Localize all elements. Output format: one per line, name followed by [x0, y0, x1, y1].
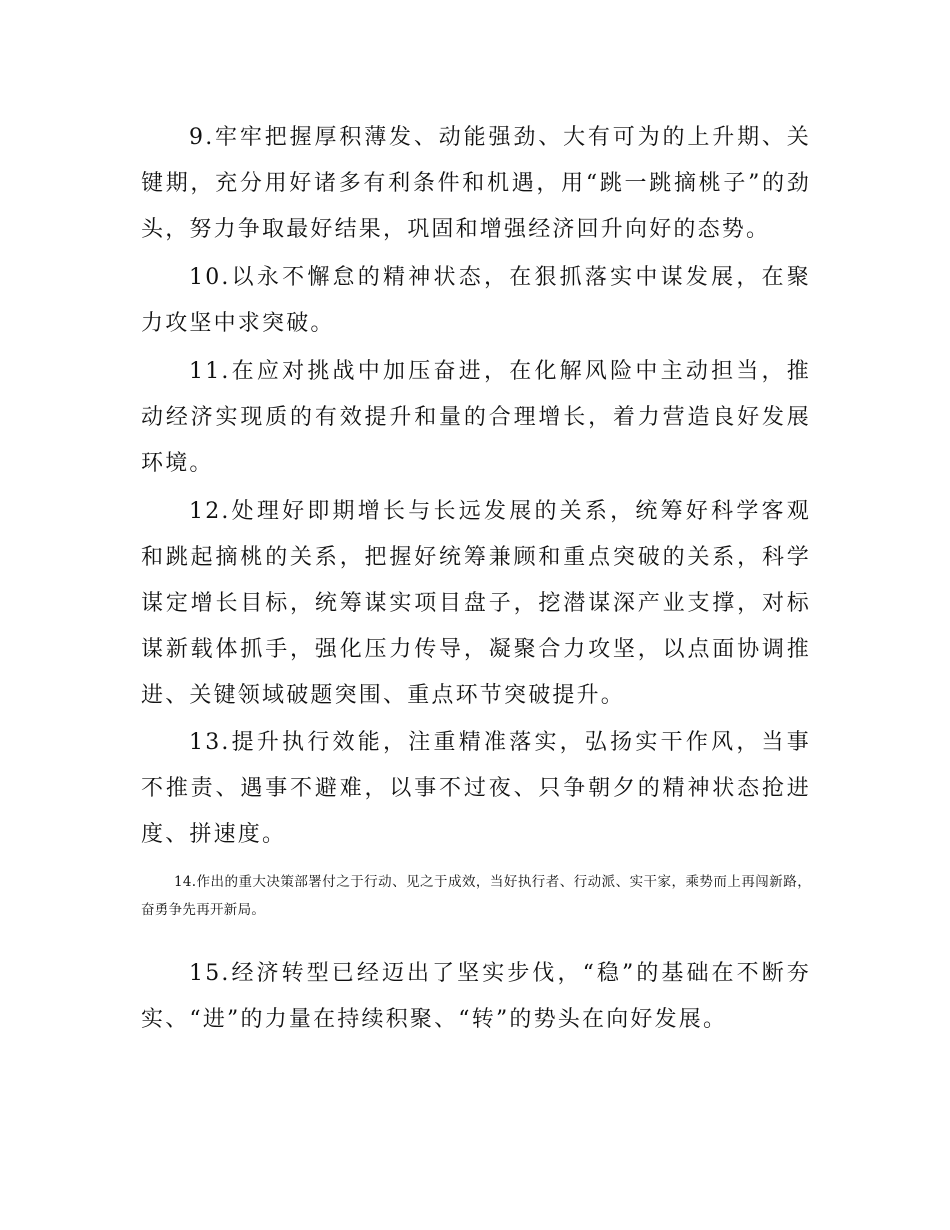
paragraph-10: 10.以永不懈怠的精神状态，在狠抓落实中谋发展，在聚力攻坚中求突破。: [141, 265, 811, 336]
paragraph-12: 12.处理好即期增长与长远发展的关系，统筹好科学客观和跳起摘桃的关系，把握好统筹兼顾和重点突破的关系，科学谋定增长目标，统筹谋实项目盘子，挖潜谋深产业支撑，对标谋新载体抓手，强化压力传导，凝聚合力攻坚，以点面协调推进、关键领域破题突围、重点环节突破提升。: [141, 499, 811, 708]
paragraph-15: 15.经济转型已经迈出了坚实步伐，“稳”的基础在不断夯实、“进”的力量在持续积聚、“转”的势头在向好发展。: [141, 961, 811, 1032]
paragraph-11: 11.在应对挑战中加压奋进，在化解风险中主动担当，推动经济实现质的有效提升和量的合理增长，着力营造良好发展环境。: [141, 359, 811, 476]
paragraph-13: 13.提升执行效能，注重精准落实，弘扬实干作风，当事不推责、遇事不避难，以事不过夜、只争朝夕的精神状态抢进度、拼速度。: [141, 730, 811, 847]
paragraph-9: 9.牢牢把握厚积薄发、动能强劲、大有可为的上升期、关键期，充分用好诸多有利条件和机遇，用“跳一跳摘桃子”的劲头，努力争取最好结果，巩固和增强经济回升向好的态势。: [141, 125, 811, 242]
paragraph-14: 14.作出的重大决策部署付之于行动、见之于成效，当好执行者、行动派、实干家，乘势而上再闯新路，奋勇争先再开新局。: [141, 874, 811, 918]
